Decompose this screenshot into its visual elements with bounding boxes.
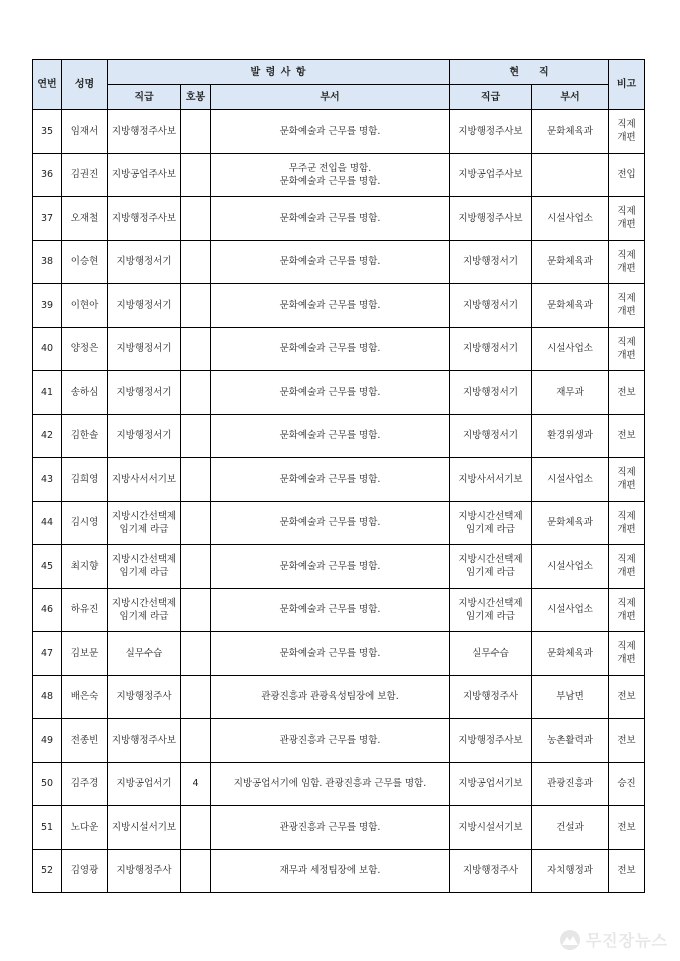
row-dept: 관광진흥과 근무를 명함. bbox=[211, 719, 450, 763]
row-rank: 지방공업서기 bbox=[108, 762, 181, 806]
header-no: 연번 bbox=[33, 60, 62, 110]
row-rank: 지방행정서기 bbox=[108, 327, 181, 371]
row-no: 37 bbox=[33, 197, 62, 241]
row-current-rank: 지방행정주사 bbox=[450, 849, 532, 893]
row-current-dept: 문화체육과 bbox=[532, 501, 609, 545]
header-current: 현 직 bbox=[450, 60, 609, 85]
header-dept: 부서 bbox=[211, 85, 450, 110]
row-dept: 관광진흥과 근무를 명함. bbox=[211, 806, 450, 850]
row-current-rank: 지방시설서기보 bbox=[450, 806, 532, 850]
row-current-rank: 지방시간선택제 임기제 라급 bbox=[450, 501, 532, 545]
row-step bbox=[181, 327, 211, 371]
row-remark: 직제 개편 bbox=[609, 327, 645, 371]
row-rank: 지방사서서기보 bbox=[108, 458, 181, 502]
row-remark: 직제 개편 bbox=[609, 240, 645, 284]
row-dept: 문화예술과 근무를 명함. bbox=[211, 371, 450, 415]
row-dept: 문화예술과 근무를 명함. bbox=[211, 632, 450, 676]
row-name: 양정은 bbox=[62, 327, 108, 371]
row-current-rank: 지방공업서기보 bbox=[450, 762, 532, 806]
row-remark: 전보 bbox=[609, 414, 645, 458]
row-dept: 문화예술과 근무를 명함. bbox=[211, 501, 450, 545]
row-rank: 지방행정서기 bbox=[108, 414, 181, 458]
row-current-rank: 지방사서서기보 bbox=[450, 458, 532, 502]
row-current-rank: 지방행정서기 bbox=[450, 284, 532, 328]
row-current-dept: 문화체육과 bbox=[532, 240, 609, 284]
row-current-dept: 환경위생과 bbox=[532, 414, 609, 458]
row-remark: 직제 개편 bbox=[609, 545, 645, 589]
row-name: 송하심 bbox=[62, 371, 108, 415]
header-name: 성명 bbox=[62, 60, 108, 110]
row-dept: 재무과 세정팀장에 보함. bbox=[211, 849, 450, 893]
row-remark: 직제 개편 bbox=[609, 197, 645, 241]
row-rank: 지방공업주사보 bbox=[108, 153, 181, 197]
table-row bbox=[33, 153, 645, 197]
row-step bbox=[181, 284, 211, 328]
row-step bbox=[181, 240, 211, 284]
row-current-dept: 부남면 bbox=[532, 675, 609, 719]
table-row bbox=[33, 762, 645, 806]
row-rank: 지방행정주사보 bbox=[108, 197, 181, 241]
row-remark: 직제 개편 bbox=[609, 110, 645, 154]
row-rank: 지방행정주사보 bbox=[108, 110, 181, 154]
row-no: 43 bbox=[33, 458, 62, 502]
row-step bbox=[181, 849, 211, 893]
row-current-rank: 지방행정주사보 bbox=[450, 197, 532, 241]
row-current-rank: 지방행정서기 bbox=[450, 327, 532, 371]
row-no: 51 bbox=[33, 806, 62, 850]
table-row bbox=[33, 849, 645, 893]
row-current-dept bbox=[532, 153, 609, 197]
row-name: 배은숙 bbox=[62, 675, 108, 719]
row-current-dept: 시설사업소 bbox=[532, 458, 609, 502]
row-current-rank: 실무수습 bbox=[450, 632, 532, 676]
table-row bbox=[33, 284, 645, 328]
table-row bbox=[33, 501, 645, 545]
row-rank: 지방행정서기 bbox=[108, 284, 181, 328]
row-name: 이승현 bbox=[62, 240, 108, 284]
row-current-rank: 지방시간선택제 임기제 라급 bbox=[450, 588, 532, 632]
row-no: 38 bbox=[33, 240, 62, 284]
row-remark: 직제 개편 bbox=[609, 632, 645, 676]
row-dept: 문화예술과 근무를 명함. bbox=[211, 327, 450, 371]
row-no: 40 bbox=[33, 327, 62, 371]
row-dept: 지방공업서기에 임함. 관광진흥과 근무를 명함. bbox=[211, 762, 450, 806]
row-rank: 지방행정주사 bbox=[108, 849, 181, 893]
row-remark: 직제 개편 bbox=[609, 458, 645, 502]
header-step: 호봉 bbox=[181, 85, 211, 110]
row-current-dept: 재무과 bbox=[532, 371, 609, 415]
row-dept: 문화예술과 근무를 명함. bbox=[211, 284, 450, 328]
header-current-rank: 직급 bbox=[450, 85, 532, 110]
row-rank: 지방행정주사보 bbox=[108, 719, 181, 763]
row-rank: 지방행정주사 bbox=[108, 675, 181, 719]
row-rank: 지방시간선택제 임기제 라급 bbox=[108, 588, 181, 632]
row-current-dept: 관광진흥과 bbox=[532, 762, 609, 806]
watermark-text: 무진장뉴스 bbox=[585, 931, 668, 950]
row-step bbox=[181, 545, 211, 589]
row-name: 김권진 bbox=[62, 153, 108, 197]
table-row bbox=[33, 371, 645, 415]
row-step bbox=[181, 197, 211, 241]
table-row bbox=[33, 197, 645, 241]
row-remark: 직제 개편 bbox=[609, 588, 645, 632]
row-current-dept: 자치행정과 bbox=[532, 849, 609, 893]
row-remark: 전보 bbox=[609, 675, 645, 719]
row-step bbox=[181, 675, 211, 719]
row-no: 48 bbox=[33, 675, 62, 719]
row-rank: 지방시간선택제 임기제 라급 bbox=[108, 545, 181, 589]
row-current-rank: 지방행정서기 bbox=[450, 414, 532, 458]
row-dept: 문화예술과 근무를 명함. bbox=[211, 110, 450, 154]
table-row bbox=[33, 632, 645, 676]
row-no: 39 bbox=[33, 284, 62, 328]
row-dept: 문화예술과 근무를 명함. bbox=[211, 414, 450, 458]
row-current-rank: 지방행정주사보 bbox=[450, 719, 532, 763]
row-current-dept: 건설과 bbox=[532, 806, 609, 850]
row-dept: 문화예술과 근무를 명함. bbox=[211, 240, 450, 284]
row-remark: 전보 bbox=[609, 806, 645, 850]
row-rank: 지방시설서기보 bbox=[108, 806, 181, 850]
row-name: 임재서 bbox=[62, 110, 108, 154]
table-row bbox=[33, 806, 645, 850]
row-no: 42 bbox=[33, 414, 62, 458]
row-name: 하유진 bbox=[62, 588, 108, 632]
row-current-rank: 지방행정서기 bbox=[450, 240, 532, 284]
table-row bbox=[33, 675, 645, 719]
row-current-dept: 시설사업소 bbox=[532, 327, 609, 371]
row-remark: 직제 개편 bbox=[609, 284, 645, 328]
row-current-dept: 문화체육과 bbox=[532, 110, 609, 154]
row-name: 오재철 bbox=[62, 197, 108, 241]
row-no: 47 bbox=[33, 632, 62, 676]
header-appointment: 발 령 사 항 bbox=[108, 60, 450, 85]
row-name: 김한솔 bbox=[62, 414, 108, 458]
row-current-rank: 지방행정주사보 bbox=[450, 110, 532, 154]
table-row bbox=[33, 240, 645, 284]
row-no: 41 bbox=[33, 371, 62, 415]
row-no: 46 bbox=[33, 588, 62, 632]
row-name: 이현아 bbox=[62, 284, 108, 328]
row-rank: 지방행정서기 bbox=[108, 371, 181, 415]
row-dept: 문화예술과 근무를 명함. bbox=[211, 458, 450, 502]
row-step bbox=[181, 458, 211, 502]
row-step bbox=[181, 501, 211, 545]
row-dept: 무주군 전입을 명함. 문화예술과 근무를 명함. bbox=[211, 153, 450, 197]
row-current-dept: 시설사업소 bbox=[532, 197, 609, 241]
row-dept: 관광진흥과 관광육성팀장에 보함. bbox=[211, 675, 450, 719]
row-current-rank: 지방시간선택제 임기제 라급 bbox=[450, 545, 532, 589]
row-name: 최지향 bbox=[62, 545, 108, 589]
row-step bbox=[181, 806, 211, 850]
row-name: 김영광 bbox=[62, 849, 108, 893]
row-step bbox=[181, 110, 211, 154]
row-dept: 문화예술과 근무를 명함. bbox=[211, 545, 450, 589]
row-current-dept: 시설사업소 bbox=[532, 588, 609, 632]
row-dept: 문화예술과 근무를 명함. bbox=[211, 588, 450, 632]
row-dept: 문화예술과 근무를 명함. bbox=[211, 197, 450, 241]
row-current-rank: 지방공업주사보 bbox=[450, 153, 532, 197]
row-step bbox=[181, 719, 211, 763]
row-no: 35 bbox=[33, 110, 62, 154]
row-current-rank: 지방행정서기 bbox=[450, 371, 532, 415]
header-remark: 비고 bbox=[609, 60, 645, 110]
table-row bbox=[33, 545, 645, 589]
row-rank: 지방행정서기 bbox=[108, 240, 181, 284]
header-current-dept: 부서 bbox=[532, 85, 609, 110]
row-current-rank: 지방행정주사 bbox=[450, 675, 532, 719]
table-row bbox=[33, 414, 645, 458]
row-current-dept: 문화체육과 bbox=[532, 284, 609, 328]
row-name: 김희영 bbox=[62, 458, 108, 502]
table-row bbox=[33, 110, 645, 154]
watermark bbox=[559, 928, 668, 951]
row-no: 36 bbox=[33, 153, 62, 197]
row-name: 김보문 bbox=[62, 632, 108, 676]
row-step bbox=[181, 632, 211, 676]
row-no: 52 bbox=[33, 849, 62, 893]
table-row bbox=[33, 327, 645, 371]
row-rank: 실무수습 bbox=[108, 632, 181, 676]
row-current-dept: 문화체육과 bbox=[532, 632, 609, 676]
row-current-dept: 시설사업소 bbox=[532, 545, 609, 589]
table-row bbox=[33, 719, 645, 763]
row-remark: 직제 개편 bbox=[609, 501, 645, 545]
row-rank: 지방시간선택제 임기제 라급 bbox=[108, 501, 181, 545]
row-step bbox=[181, 371, 211, 415]
row-no: 44 bbox=[33, 501, 62, 545]
row-no: 49 bbox=[33, 719, 62, 763]
row-step bbox=[181, 588, 211, 632]
row-remark: 승진 bbox=[609, 762, 645, 806]
row-step bbox=[181, 153, 211, 197]
header-rank: 직급 bbox=[108, 85, 181, 110]
row-current-dept: 농촌활력과 bbox=[532, 719, 609, 763]
row-remark: 전보 bbox=[609, 371, 645, 415]
row-name: 전종빈 bbox=[62, 719, 108, 763]
row-no: 45 bbox=[33, 545, 62, 589]
table-row bbox=[33, 588, 645, 632]
row-remark: 전입 bbox=[609, 153, 645, 197]
table-row bbox=[33, 458, 645, 502]
personnel-table bbox=[32, 59, 645, 893]
mountain-logo-icon bbox=[559, 929, 581, 951]
row-name: 김시영 bbox=[62, 501, 108, 545]
row-step: 4 bbox=[181, 762, 211, 806]
row-name: 김주경 bbox=[62, 762, 108, 806]
row-remark: 전보 bbox=[609, 719, 645, 763]
row-step bbox=[181, 414, 211, 458]
row-no: 50 bbox=[33, 762, 62, 806]
row-name: 노다운 bbox=[62, 806, 108, 850]
row-remark: 전보 bbox=[609, 849, 645, 893]
